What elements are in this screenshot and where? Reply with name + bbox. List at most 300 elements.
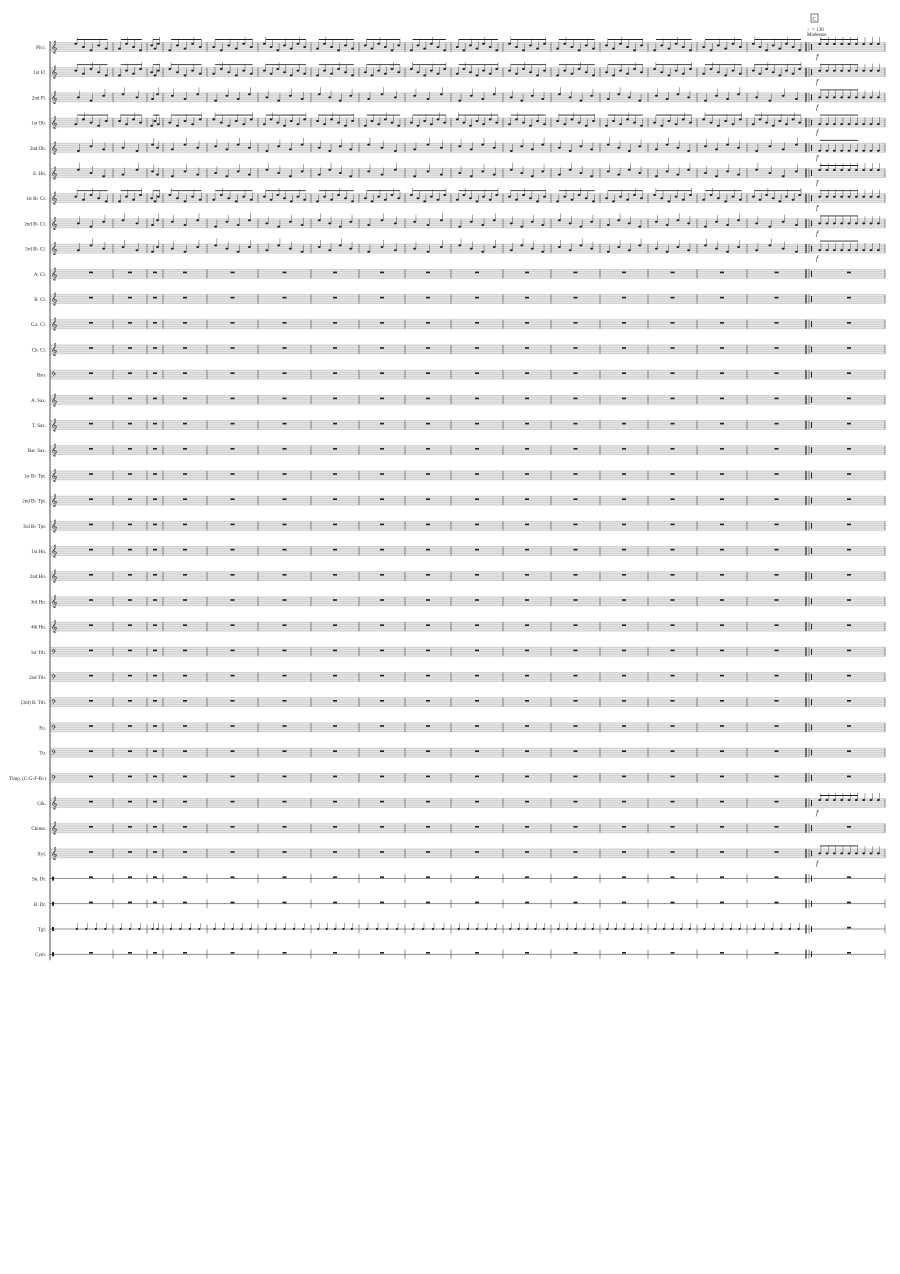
key-signature-icon <box>811 94 812 100</box>
note-head <box>248 147 251 149</box>
note-head <box>833 196 836 198</box>
note-head <box>154 120 157 122</box>
whole-rest <box>525 473 529 475</box>
note-head <box>351 48 354 50</box>
note-head <box>430 196 433 198</box>
whole-rest <box>622 297 626 299</box>
whole-rest <box>525 498 529 500</box>
note-head <box>328 249 331 251</box>
note-head <box>675 70 678 72</box>
treble-clef-icon: 𝄞 <box>51 620 58 634</box>
note-head <box>270 73 273 75</box>
note-head <box>481 170 484 172</box>
note-head <box>396 928 398 930</box>
whole-rest <box>380 902 384 904</box>
note-head <box>556 74 559 76</box>
key-signature-icon <box>811 372 812 378</box>
note-head <box>792 199 795 201</box>
note-head <box>840 249 843 251</box>
note-head <box>82 199 85 201</box>
note-head <box>558 246 561 248</box>
whole-rest <box>153 549 157 551</box>
note-head <box>605 125 608 127</box>
staff <box>31 393 885 406</box>
note-head <box>626 46 629 48</box>
whole-rest <box>333 902 337 904</box>
instrument-name: 2nd B♭ Tpt. <box>22 499 46 505</box>
staff <box>32 87 885 111</box>
instrument-name: 1st Ob. <box>31 121 46 127</box>
whole-rest <box>333 347 337 349</box>
whole-rest <box>720 876 724 878</box>
note-head <box>653 49 656 51</box>
note-head <box>737 219 740 221</box>
note-head <box>318 246 321 248</box>
note-head <box>156 246 159 248</box>
note-head <box>476 74 479 76</box>
note-head <box>655 95 658 97</box>
note-head <box>607 251 610 253</box>
whole-rest <box>847 398 851 400</box>
instrument-name: 2nd Hn. <box>29 575 46 581</box>
note-head <box>265 249 268 251</box>
treble-clef-icon: 𝄞 <box>51 292 58 306</box>
whole-rest <box>720 776 724 778</box>
note-head <box>862 96 865 98</box>
whole-rest <box>622 650 626 652</box>
note-head <box>391 122 394 124</box>
instrument-name: 2nd Ob. <box>29 146 46 152</box>
note-head <box>566 928 568 930</box>
score-header <box>807 14 827 38</box>
note-head <box>413 148 416 150</box>
key-signature-icon <box>811 321 812 327</box>
note-head <box>235 74 238 76</box>
note-head <box>510 96 513 98</box>
whole-rest <box>89 776 93 778</box>
whole-rest <box>89 347 93 349</box>
note-head <box>585 44 588 46</box>
note-head <box>156 147 159 149</box>
note-head <box>877 249 880 251</box>
note-head <box>470 148 473 150</box>
note-head <box>349 221 352 223</box>
note-head <box>423 48 426 50</box>
staff <box>23 519 885 532</box>
note-head <box>105 200 108 202</box>
note-head <box>469 44 472 46</box>
note-head <box>710 194 713 196</box>
whole-rest <box>153 372 157 374</box>
note-head <box>248 246 251 248</box>
whole-rest <box>720 297 724 299</box>
note-head <box>277 172 280 174</box>
whole-rest <box>333 851 337 853</box>
note-head <box>104 928 106 930</box>
whole-rest <box>183 650 187 652</box>
bass-clef-icon: 𝄢 <box>51 648 57 658</box>
whole-rest <box>426 372 430 374</box>
whole-rest <box>183 448 187 450</box>
whole-rest <box>847 372 851 374</box>
note-head <box>877 222 880 224</box>
instrument-name: Tu. <box>39 751 46 757</box>
note-head <box>529 125 532 127</box>
note-head <box>337 194 340 196</box>
whole-rest <box>847 927 851 929</box>
note-head <box>82 46 85 48</box>
whole-rest <box>671 423 675 425</box>
whole-rest <box>574 902 578 904</box>
note-head <box>605 44 608 46</box>
whole-rest <box>525 675 529 677</box>
note-head <box>423 74 426 76</box>
whole-rest <box>847 272 851 274</box>
note-head <box>118 200 121 202</box>
whole-rest <box>525 750 529 752</box>
note-head <box>139 122 142 124</box>
whole-rest <box>622 549 626 551</box>
note-head <box>290 120 293 122</box>
note-head <box>702 46 705 48</box>
whole-rest <box>283 372 287 374</box>
note-head <box>556 200 559 202</box>
note-head <box>675 196 678 198</box>
note-head <box>768 226 771 228</box>
whole-rest <box>775 851 779 853</box>
key-signature-icon <box>811 523 812 529</box>
note-head <box>122 246 125 248</box>
whole-rest <box>475 599 479 601</box>
whole-rest <box>475 448 479 450</box>
whole-rest <box>622 750 626 752</box>
key-signature-icon <box>811 951 812 957</box>
whole-rest <box>153 650 157 652</box>
note-head <box>612 48 615 50</box>
note-head <box>826 222 829 224</box>
note-head <box>212 118 215 120</box>
note-head <box>495 68 498 70</box>
whole-rest <box>283 398 287 400</box>
note-head <box>558 219 561 221</box>
note-head <box>283 44 286 46</box>
note-head <box>289 95 292 97</box>
note-head <box>702 73 705 75</box>
note-head <box>826 70 829 72</box>
note-head <box>826 852 829 854</box>
note-head <box>826 43 829 45</box>
note-head <box>818 123 821 125</box>
whole-rest <box>847 624 851 626</box>
note-head <box>737 174 740 176</box>
key-signature-icon <box>811 901 812 907</box>
key-signature-icon <box>811 598 812 604</box>
note-head <box>818 150 821 152</box>
note-head <box>541 170 544 172</box>
key-signature-icon <box>811 44 812 50</box>
whole-rest <box>153 876 157 878</box>
staff <box>31 620 885 633</box>
whole-rest <box>380 851 384 853</box>
note-head <box>293 928 295 930</box>
note-head <box>458 100 461 102</box>
whole-rest <box>183 322 187 324</box>
note-head <box>225 95 228 97</box>
whole-rest <box>128 700 132 702</box>
whole-rest <box>380 297 384 299</box>
note-head <box>213 928 215 930</box>
note-head <box>826 96 829 98</box>
staff <box>31 318 885 331</box>
whole-rest <box>128 272 132 274</box>
whole-rest <box>231 776 235 778</box>
whole-rest <box>128 650 132 652</box>
note-head <box>715 221 718 223</box>
whole-rest <box>380 398 384 400</box>
instrument-name: 3rd B♭ Tpt. <box>23 524 46 530</box>
note-head <box>248 174 251 176</box>
note-head <box>276 49 279 51</box>
whole-rest <box>380 498 384 500</box>
whole-rest <box>89 902 93 904</box>
note-head <box>840 169 843 171</box>
note-head <box>97 197 100 199</box>
whole-rest <box>183 675 187 677</box>
whole-rest <box>475 372 479 374</box>
note-head <box>590 175 593 177</box>
whole-rest <box>183 423 187 425</box>
note-head <box>531 248 534 250</box>
note-head <box>870 43 873 45</box>
note-head <box>579 145 582 147</box>
note-head <box>469 125 472 127</box>
whole-rest <box>128 347 132 349</box>
note-head <box>715 95 718 97</box>
note-head <box>619 70 622 72</box>
note-head <box>687 150 690 152</box>
whole-rest <box>380 549 384 551</box>
note-head <box>579 226 582 228</box>
note-head <box>518 928 520 930</box>
treble-clef-icon: 𝄞 <box>51 443 58 457</box>
note-head <box>569 96 572 98</box>
key-signature-icon <box>811 145 812 151</box>
staff <box>29 672 885 683</box>
note-head <box>522 122 525 124</box>
note-head <box>877 169 880 171</box>
treble-clef-icon: 𝄞 <box>51 166 58 180</box>
note-head <box>417 197 420 199</box>
whole-rest <box>283 448 287 450</box>
whole-rest <box>426 650 430 652</box>
whole-rest <box>380 574 384 576</box>
whole-rest <box>283 650 287 652</box>
note-head <box>196 147 199 149</box>
staff <box>35 950 885 959</box>
whole-rest <box>89 650 93 652</box>
whole-rest <box>475 952 479 954</box>
treble-clef-icon: 𝄞 <box>51 116 58 130</box>
whole-rest <box>333 448 337 450</box>
note-head <box>592 928 594 930</box>
instrument-name: 2nd B♭ Cl. <box>24 222 46 228</box>
whole-rest <box>525 851 529 853</box>
whole-rest <box>89 473 93 475</box>
whole-rest <box>333 624 337 626</box>
whole-rest <box>847 952 851 954</box>
note-head <box>792 73 795 75</box>
note-head <box>654 928 656 930</box>
note-head <box>225 175 228 177</box>
note-head <box>196 246 199 248</box>
note-head <box>704 145 707 147</box>
whole-rest <box>574 398 578 400</box>
whole-rest <box>89 372 93 374</box>
note-head <box>703 928 705 930</box>
note-head <box>196 174 199 176</box>
note-head <box>574 928 576 930</box>
note-head <box>833 249 836 251</box>
bass-clef-icon: 𝄢 <box>51 749 57 759</box>
note-head <box>556 120 559 122</box>
whole-rest <box>89 423 93 425</box>
note-head <box>612 74 615 76</box>
note-head <box>615 928 617 930</box>
note-head <box>397 125 400 127</box>
whole-rest <box>720 902 724 904</box>
note-head <box>726 170 729 172</box>
note-head <box>432 928 434 930</box>
note-head <box>848 150 851 152</box>
note-head <box>534 928 536 930</box>
note-head <box>214 226 217 228</box>
key-signature-icon <box>811 271 812 277</box>
note-head <box>151 170 154 172</box>
note-head <box>510 222 513 224</box>
note-head <box>157 123 160 125</box>
note-head <box>495 49 498 51</box>
note-head <box>482 196 485 198</box>
note-head <box>536 48 539 50</box>
note-head <box>225 248 228 250</box>
note-head <box>97 44 100 46</box>
whole-rest <box>380 448 384 450</box>
note-head <box>136 249 139 251</box>
note-head <box>184 120 187 122</box>
whole-rest <box>183 372 187 374</box>
note-head <box>762 928 764 930</box>
whole-rest <box>283 524 287 526</box>
whole-rest <box>847 549 851 551</box>
note-head <box>283 197 286 199</box>
whole-rest <box>671 524 675 526</box>
note-head <box>469 197 472 199</box>
note-head <box>394 150 397 152</box>
note-head <box>77 249 80 251</box>
note-head <box>607 144 610 146</box>
note-head <box>184 48 187 50</box>
note-head <box>862 43 865 45</box>
whole-rest <box>525 801 529 803</box>
note-head <box>423 120 426 122</box>
note-head <box>578 194 581 196</box>
note-head <box>270 118 273 120</box>
whole-rest <box>89 398 93 400</box>
note-head <box>150 197 153 199</box>
note-head <box>759 118 762 120</box>
note-head <box>666 251 669 253</box>
note-head <box>617 147 620 149</box>
whole-rest <box>128 549 132 551</box>
note-head <box>349 248 352 250</box>
whole-rest <box>183 624 187 626</box>
note-head <box>235 120 238 122</box>
note-head <box>351 120 354 122</box>
note-head <box>529 197 532 199</box>
note-head <box>367 98 370 100</box>
note-head <box>590 148 593 150</box>
whole-rest <box>475 347 479 349</box>
note-head <box>138 928 140 930</box>
note-head <box>156 93 159 95</box>
whole-rest <box>426 398 430 400</box>
note-head <box>199 46 202 48</box>
whole-rest <box>380 372 384 374</box>
note-head <box>785 196 788 198</box>
dynamic-forte: f <box>816 154 819 162</box>
whole-rest <box>89 624 93 626</box>
whole-rest <box>153 448 157 450</box>
whole-rest <box>231 498 235 500</box>
note-head <box>476 928 478 930</box>
whole-rest <box>775 826 779 828</box>
whole-rest <box>720 398 724 400</box>
note-head <box>543 70 546 72</box>
note-head <box>715 148 718 150</box>
note-head <box>653 122 656 124</box>
whole-rest <box>128 372 132 374</box>
instrument-name: Tgl. <box>37 928 46 933</box>
whole-rest <box>671 297 675 299</box>
note-head <box>666 144 669 146</box>
note-head <box>848 123 851 125</box>
whole-rest <box>231 902 235 904</box>
whole-rest <box>89 524 93 526</box>
note-head <box>151 144 154 146</box>
note-head <box>151 224 154 226</box>
note-head <box>675 123 678 125</box>
whole-rest <box>775 650 779 652</box>
note-head <box>877 70 880 72</box>
whole-rest <box>426 725 430 727</box>
whole-rest <box>475 524 479 526</box>
note-head <box>717 71 720 73</box>
whole-rest <box>426 902 430 904</box>
whole-rest <box>183 297 187 299</box>
note-head <box>840 43 843 45</box>
note-head <box>371 200 374 202</box>
note-head <box>437 73 440 75</box>
note-head <box>440 93 443 95</box>
note-head <box>653 194 656 196</box>
whole-rest <box>574 851 578 853</box>
note-head <box>870 123 873 125</box>
note-head <box>818 852 821 854</box>
note-head <box>877 799 880 801</box>
note-head <box>458 145 461 147</box>
whole-rest <box>574 650 578 652</box>
note-head <box>150 44 153 46</box>
